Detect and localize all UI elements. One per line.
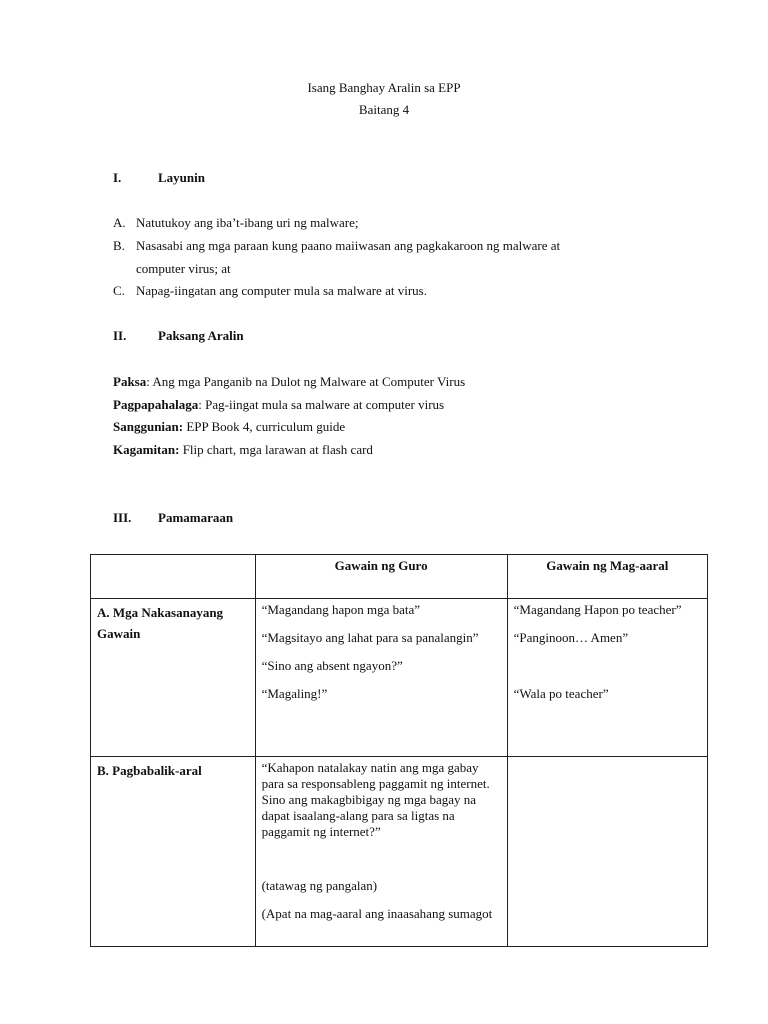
- table-row-a: [91, 599, 708, 757]
- paksa-sep: :: [146, 374, 150, 389]
- row-a-label: A. Mga Nakasanayang Gawain: [91, 599, 256, 757]
- header-gawain-ng-guro: Gawain ng Guro: [255, 555, 507, 599]
- pagpapahalaga-value: Pag-iingat mula sa malware at computer virus: [201, 397, 445, 412]
- paksa-value: Ang mga Panganib na Dulot ng Malware at Computer Virus: [149, 374, 466, 389]
- section-1-title: Layunin: [158, 170, 205, 185]
- row-a-guro-line-4: “Magaling!”: [261, 686, 328, 701]
- paksa-row: [113, 374, 465, 390]
- kagamitan-row: [113, 442, 373, 458]
- row-b-label: B. Pagbabalik-aral: [91, 757, 256, 947]
- header-blank-cell: [91, 555, 256, 599]
- procedure-table: [90, 554, 708, 947]
- section-3-number: III.: [113, 510, 132, 525]
- row-a-magaaral-cell: [507, 599, 707, 757]
- section-1-number: I.: [113, 170, 122, 185]
- section-2-number: II.: [113, 328, 127, 343]
- table-row-b: [91, 757, 708, 947]
- objective-c-letter: C.: [113, 283, 125, 298]
- row-a-magaaral-line-1: “Magandang Hapon po teacher”: [513, 602, 682, 617]
- objective-c-text: Napag-iingatan ang computer mula sa malware at virus.: [136, 283, 427, 298]
- row-a-guro-line-2: “Magsitayo ang lahat para sa panalangin”: [261, 630, 479, 645]
- row-b-guro-line-1: “Kahapon natalakay natin ang mga gabay para sa responsableng paggamit ng internet. Sino ang makagbibigay ng mga bagay na dapat isaalang-alang para sa ligtas na paggamit ng internet?”: [261, 760, 490, 839]
- paksa-label: Paksa: [113, 374, 147, 389]
- row-b-guro-line-2: (tatawag ng pangalan): [261, 878, 378, 893]
- row-a-guro-line-3: “Sino ang absent ngayon?”: [261, 658, 403, 673]
- pagpapahalaga-row: [113, 397, 444, 413]
- objective-b-letter: B.: [113, 238, 125, 253]
- pagpapahalaga-label: Pagpapahalaga: [113, 397, 199, 412]
- objective-a-text: Natutukoy ang iba’t-ibang uri ng malware;: [136, 215, 359, 230]
- table-header-row: [91, 555, 708, 599]
- kagamitan-label: Kagamitan:: [113, 442, 180, 457]
- section-2-title: Paksang Aralin: [158, 328, 244, 343]
- kagamitan-value: Flip chart, mga larawan at flash card: [179, 442, 373, 457]
- row-a-guro-cell: [255, 599, 507, 757]
- row-b-guro-cell: [255, 757, 507, 947]
- document-title: Isang Banghay Aralin sa EPP: [307, 80, 461, 95]
- objective-a-letter: A.: [113, 215, 126, 230]
- objective-b-text: Nasasabi ang mga paraan kung paano maiiwasan ang pagkakaroon ng malware at: [136, 238, 561, 253]
- objective-b-continuation: computer virus; at: [136, 261, 231, 276]
- row-b-magaaral-cell: [507, 757, 707, 947]
- section-3-title: Pamamaraan: [158, 510, 234, 525]
- row-a-magaaral-line-2: “Panginoon… Amen”: [513, 630, 629, 645]
- sanggunian-row: [113, 419, 345, 435]
- grade-level: Baitang 4: [358, 102, 410, 117]
- header-gawain-ng-mag-aaral: Gawain ng Mag-aaral: [507, 555, 707, 599]
- row-a-guro-line-1: “Magandang hapon mga bata”: [261, 602, 421, 617]
- row-a-magaaral-line-3: “Wala po teacher”: [513, 686, 609, 701]
- pagpapahalaga-sep: :: [198, 397, 202, 412]
- sanggunian-value: EPP Book 4, curriculum guide: [183, 419, 346, 434]
- row-b-guro-line-3: (Apat na mag-aaral ang inaasahang sumagot: [261, 906, 493, 921]
- sanggunian-label: Sanggunian:: [113, 419, 184, 434]
